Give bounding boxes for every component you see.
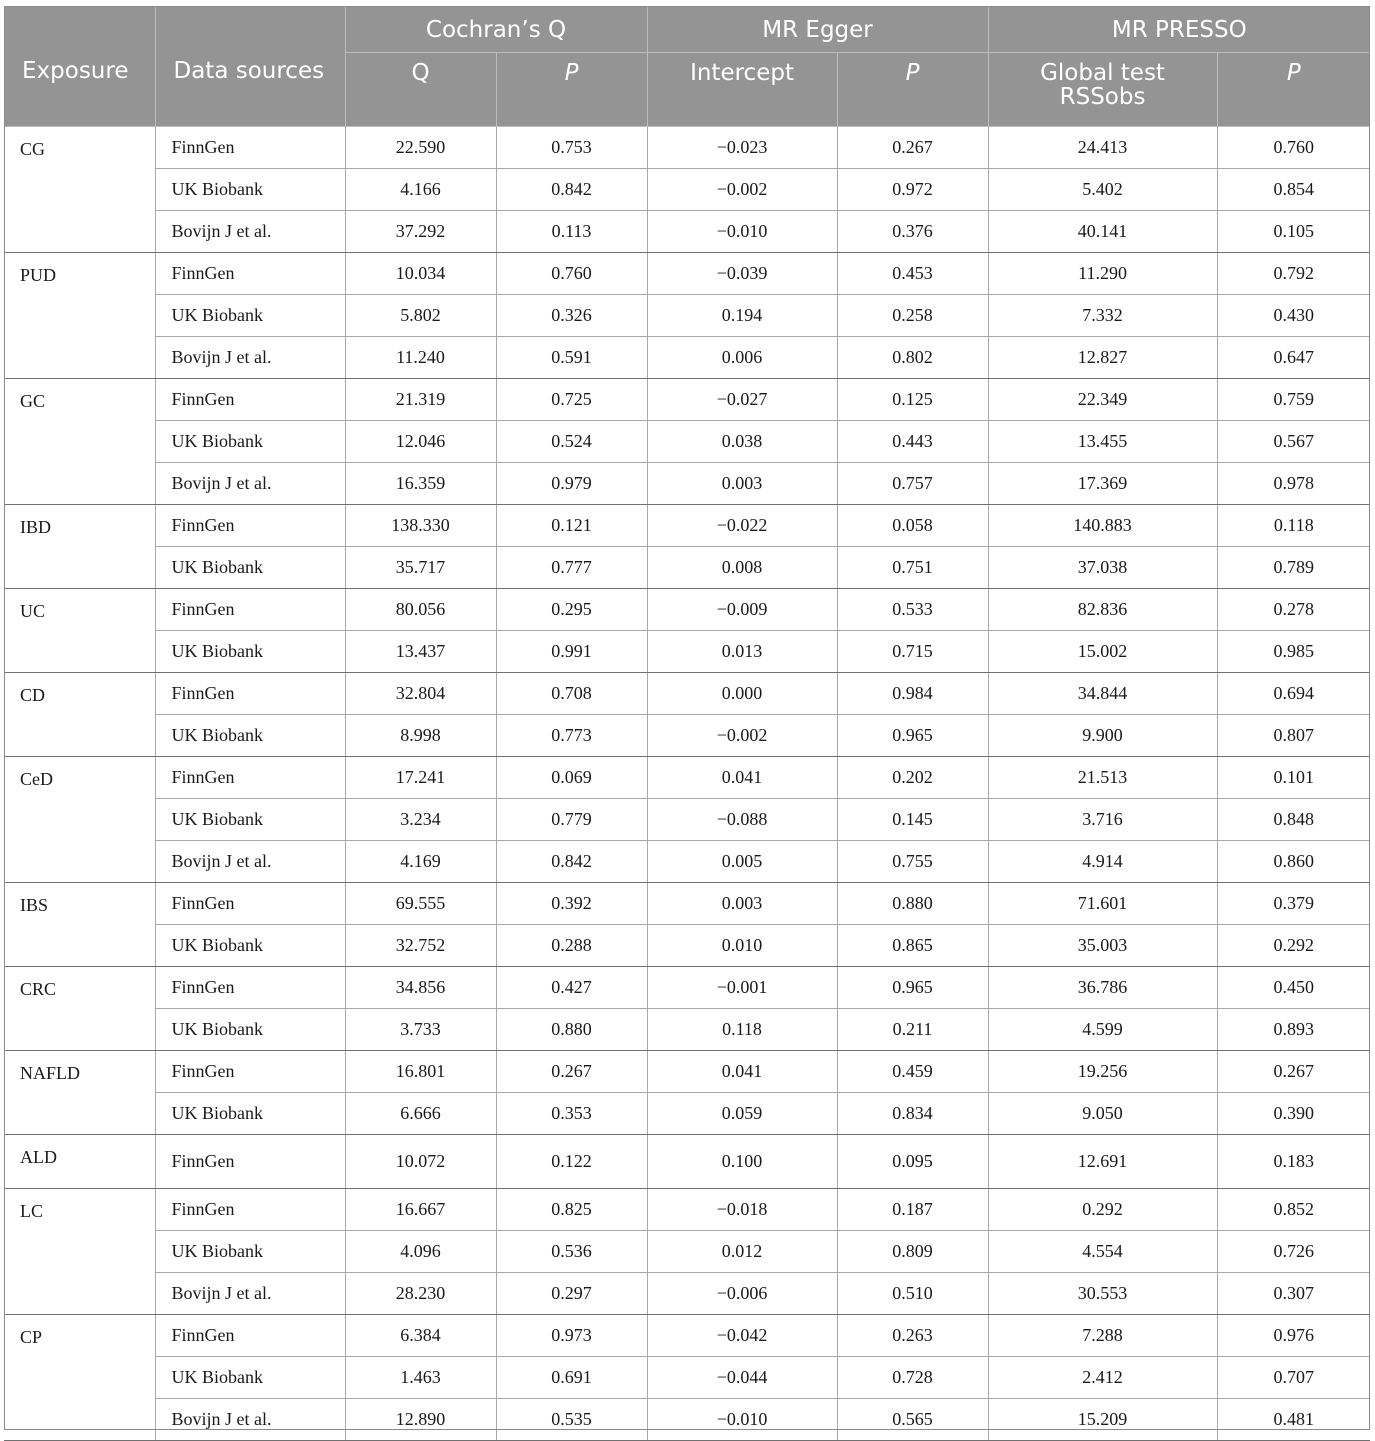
presso-rssobs-cell: 7.288 <box>988 1315 1217 1357</box>
cochran-q-cell: 80.056 <box>345 589 496 631</box>
table-row <box>4 463 1370 505</box>
cochran-p-cell: 0.779 <box>496 799 647 841</box>
table-row <box>4 589 1370 631</box>
cochran-q-cell: 10.072 <box>345 1135 496 1189</box>
presso-rssobs-cell: 9.900 <box>988 715 1217 757</box>
presso-rssobs-cell: 24.413 <box>988 127 1217 169</box>
egger-intercept-cell: 0.013 <box>647 631 837 673</box>
presso-p-cell: 0.792 <box>1217 253 1370 295</box>
presso-p-cell: 0.852 <box>1217 1189 1370 1231</box>
egger-intercept-cell: −0.010 <box>647 1399 837 1441</box>
egger-p-cell: 0.453 <box>837 253 988 295</box>
data-source-cell: Bovijn J et al. <box>155 1273 345 1315</box>
egger-p-cell: 0.258 <box>837 295 988 337</box>
data-source-cell: UK Biobank <box>155 1093 345 1135</box>
table-row <box>4 379 1370 421</box>
egger-p-cell: 0.145 <box>837 799 988 841</box>
presso-p-cell: 0.893 <box>1217 1009 1370 1051</box>
egger-intercept-cell: 0.038 <box>647 421 837 463</box>
cochran-q-cell: 10.034 <box>345 253 496 295</box>
egger-intercept-cell: 0.003 <box>647 463 837 505</box>
data-source-cell: Bovijn J et al. <box>155 841 345 883</box>
table-row <box>4 631 1370 673</box>
cochran-p-cell: 0.973 <box>496 1315 647 1357</box>
egger-intercept-cell: 0.010 <box>647 925 837 967</box>
data-source-cell: Bovijn J et al. <box>155 463 345 505</box>
presso-rssobs-cell: 4.554 <box>988 1231 1217 1273</box>
presso-p-cell: 0.101 <box>1217 757 1370 799</box>
cochran-q-cell: 4.096 <box>345 1231 496 1273</box>
egger-p-cell: 0.095 <box>837 1135 988 1189</box>
table-row <box>4 799 1370 841</box>
cochran-p-cell: 0.773 <box>496 715 647 757</box>
cochran-q-cell: 34.856 <box>345 967 496 1009</box>
cochran-p-cell: 0.295 <box>496 589 647 631</box>
presso-rssobs-cell: 22.349 <box>988 379 1217 421</box>
data-source-cell: Bovijn J et al. <box>155 211 345 253</box>
presso-p-cell: 0.707 <box>1217 1357 1370 1399</box>
cochran-q-cell: 6.384 <box>345 1315 496 1357</box>
presso-p-cell: 0.183 <box>1217 1135 1370 1189</box>
cochran-q-cell: 12.046 <box>345 421 496 463</box>
data-source-cell: UK Biobank <box>155 421 345 463</box>
presso-rssobs-cell: 17.369 <box>988 463 1217 505</box>
egger-intercept-cell: 0.194 <box>647 295 837 337</box>
table-row <box>4 967 1370 1009</box>
presso-p-cell: 0.848 <box>1217 799 1370 841</box>
cochran-q-cell: 16.359 <box>345 463 496 505</box>
cochran-p-cell: 0.979 <box>496 463 647 505</box>
egger-p-cell: 0.202 <box>837 757 988 799</box>
table-row <box>4 253 1370 295</box>
exposure-cell: LC <box>4 1189 155 1315</box>
data-source-cell: FinnGen <box>155 379 345 421</box>
data-source-cell: UK Biobank <box>155 547 345 589</box>
egger-intercept-cell: −0.039 <box>647 253 837 295</box>
cochran-q-cell: 3.733 <box>345 1009 496 1051</box>
presso-rssobs-cell: 34.844 <box>988 673 1217 715</box>
cochran-p-cell: 0.535 <box>496 1399 647 1441</box>
presso-p-cell: 0.292 <box>1217 925 1370 967</box>
presso-p-cell: 0.860 <box>1217 841 1370 883</box>
presso-rssobs-cell: 35.003 <box>988 925 1217 967</box>
presso-p-cell: 0.118 <box>1217 505 1370 547</box>
egger-p-cell: 0.865 <box>837 925 988 967</box>
exposure-cell: ALD <box>4 1135 155 1189</box>
cochran-q-cell: 6.666 <box>345 1093 496 1135</box>
egger-intercept-cell: 0.000 <box>647 673 837 715</box>
cochran-p-cell: 0.267 <box>496 1051 647 1093</box>
egger-p-cell: 0.809 <box>837 1231 988 1273</box>
egger-p-cell: 0.267 <box>837 127 988 169</box>
presso-p-cell: 0.307 <box>1217 1273 1370 1315</box>
presso-p-cell: 0.430 <box>1217 295 1370 337</box>
cochran-p-cell: 0.777 <box>496 547 647 589</box>
presso-p-cell: 0.481 <box>1217 1399 1370 1441</box>
data-source-cell: UK Biobank <box>155 715 345 757</box>
cochran-q-cell: 5.802 <box>345 295 496 337</box>
cochran-q-cell: 37.292 <box>345 211 496 253</box>
cochran-p-cell: 0.760 <box>496 253 647 295</box>
cochran-q-cell: 16.801 <box>345 1051 496 1093</box>
egger-intercept-cell: −0.018 <box>647 1189 837 1231</box>
cochran-q-cell: 4.166 <box>345 169 496 211</box>
exposure-cell: CD <box>4 673 155 757</box>
table-row <box>4 127 1370 169</box>
presso-p-cell: 0.379 <box>1217 883 1370 925</box>
presso-rssobs-cell: 4.914 <box>988 841 1217 883</box>
header-data-sources: Data sources <box>155 6 345 127</box>
egger-intercept-cell: 0.100 <box>647 1135 837 1189</box>
cochran-p-cell: 0.842 <box>496 169 647 211</box>
cochran-p-cell: 0.326 <box>496 295 647 337</box>
data-source-cell: Bovijn J et al. <box>155 337 345 379</box>
table-row <box>4 1009 1370 1051</box>
table-row <box>4 841 1370 883</box>
cochran-q-cell: 21.319 <box>345 379 496 421</box>
presso-rssobs-cell: 12.827 <box>988 337 1217 379</box>
header-mr-presso: MR PRESSO <box>988 6 1370 53</box>
cochran-p-cell: 0.591 <box>496 337 647 379</box>
table-row <box>4 757 1370 799</box>
presso-p-cell: 0.278 <box>1217 589 1370 631</box>
egger-p-cell: 0.802 <box>837 337 988 379</box>
cochran-q-cell: 3.234 <box>345 799 496 841</box>
data-source-cell: FinnGen <box>155 1135 345 1189</box>
data-source-cell: UK Biobank <box>155 169 345 211</box>
presso-rssobs-cell: 140.883 <box>988 505 1217 547</box>
header-q-p: P <box>496 53 647 127</box>
cochran-q-cell: 69.555 <box>345 883 496 925</box>
table-row <box>4 1051 1370 1093</box>
presso-rssobs-cell: 71.601 <box>988 883 1217 925</box>
data-source-cell: FinnGen <box>155 1315 345 1357</box>
cochran-p-cell: 0.297 <box>496 1273 647 1315</box>
table-row <box>4 1093 1370 1135</box>
presso-rssobs-cell: 0.292 <box>988 1189 1217 1231</box>
presso-rssobs-cell: 12.691 <box>988 1135 1217 1189</box>
cochran-q-cell: 32.804 <box>345 673 496 715</box>
cochran-p-cell: 0.725 <box>496 379 647 421</box>
table-row <box>4 1189 1370 1231</box>
presso-p-cell: 0.978 <box>1217 463 1370 505</box>
egger-p-cell: 0.880 <box>837 883 988 925</box>
presso-rssobs-cell: 36.786 <box>988 967 1217 1009</box>
presso-p-cell: 0.807 <box>1217 715 1370 757</box>
table-row <box>4 505 1370 547</box>
egger-intercept-cell: −0.023 <box>647 127 837 169</box>
cochran-q-cell: 32.752 <box>345 925 496 967</box>
data-source-cell: UK Biobank <box>155 799 345 841</box>
cochran-q-cell: 28.230 <box>345 1273 496 1315</box>
data-source-cell: FinnGen <box>155 883 345 925</box>
presso-p-cell: 0.450 <box>1217 967 1370 1009</box>
presso-p-cell: 0.759 <box>1217 379 1370 421</box>
data-source-cell: FinnGen <box>155 589 345 631</box>
presso-p-cell: 0.976 <box>1217 1315 1370 1357</box>
egger-intercept-cell: 0.003 <box>647 883 837 925</box>
exposure-cell: CRC <box>4 967 155 1051</box>
cochran-q-cell: 11.240 <box>345 337 496 379</box>
egger-intercept-cell: 0.041 <box>647 757 837 799</box>
cochran-p-cell: 0.427 <box>496 967 647 1009</box>
egger-intercept-cell: −0.009 <box>647 589 837 631</box>
table-row <box>4 715 1370 757</box>
cochran-p-cell: 0.122 <box>496 1135 647 1189</box>
cochran-p-cell: 0.121 <box>496 505 647 547</box>
exposure-cell: PUD <box>4 253 155 379</box>
egger-p-cell: 0.459 <box>837 1051 988 1093</box>
egger-intercept-cell: 0.059 <box>647 1093 837 1135</box>
egger-p-cell: 0.972 <box>837 169 988 211</box>
table-row <box>4 337 1370 379</box>
egger-intercept-cell: −0.042 <box>647 1315 837 1357</box>
presso-rssobs-cell: 15.002 <box>988 631 1217 673</box>
table-row <box>4 169 1370 211</box>
cochran-q-cell: 13.437 <box>345 631 496 673</box>
egger-p-cell: 0.755 <box>837 841 988 883</box>
egger-p-cell: 0.510 <box>837 1273 988 1315</box>
egger-p-cell: 0.263 <box>837 1315 988 1357</box>
egger-intercept-cell: 0.008 <box>647 547 837 589</box>
cochran-p-cell: 0.991 <box>496 631 647 673</box>
header-global-test-rssobs: Global test RSSobs <box>988 53 1217 127</box>
cochran-q-cell: 12.890 <box>345 1399 496 1441</box>
presso-rssobs-cell: 3.716 <box>988 799 1217 841</box>
table-row <box>4 673 1370 715</box>
data-source-cell: UK Biobank <box>155 925 345 967</box>
presso-p-cell: 0.647 <box>1217 337 1370 379</box>
cochran-q-cell: 138.330 <box>345 505 496 547</box>
cochran-p-cell: 0.113 <box>496 211 647 253</box>
presso-rssobs-cell: 9.050 <box>988 1093 1217 1135</box>
cochran-q-cell: 4.169 <box>345 841 496 883</box>
egger-p-cell: 0.443 <box>837 421 988 463</box>
presso-p-cell: 0.760 <box>1217 127 1370 169</box>
table-row <box>4 211 1370 253</box>
cochran-q-cell: 1.463 <box>345 1357 496 1399</box>
exposure-cell: CP <box>4 1315 155 1441</box>
presso-rssobs-cell: 40.141 <box>988 211 1217 253</box>
egger-p-cell: 0.715 <box>837 631 988 673</box>
egger-p-cell: 0.757 <box>837 463 988 505</box>
cochran-p-cell: 0.392 <box>496 883 647 925</box>
egger-intercept-cell: −0.001 <box>647 967 837 1009</box>
cochran-q-cell: 22.590 <box>345 127 496 169</box>
data-source-cell: FinnGen <box>155 253 345 295</box>
presso-rssobs-cell: 82.836 <box>988 589 1217 631</box>
egger-intercept-cell: 0.041 <box>647 1051 837 1093</box>
data-source-cell: UK Biobank <box>155 631 345 673</box>
egger-intercept-cell: 0.006 <box>647 337 837 379</box>
cochran-p-cell: 0.753 <box>496 127 647 169</box>
data-source-cell: FinnGen <box>155 1051 345 1093</box>
table-body <box>4 127 1370 1441</box>
egger-p-cell: 0.211 <box>837 1009 988 1051</box>
exposure-cell: IBD <box>4 505 155 589</box>
presso-p-cell: 0.390 <box>1217 1093 1370 1135</box>
data-source-cell: Bovijn J et al. <box>155 1399 345 1441</box>
cochran-p-cell: 0.691 <box>496 1357 647 1399</box>
table-row <box>4 295 1370 337</box>
cochran-q-cell: 8.998 <box>345 715 496 757</box>
data-source-cell: FinnGen <box>155 757 345 799</box>
cochran-p-cell: 0.288 <box>496 925 647 967</box>
exposure-cell: UC <box>4 589 155 673</box>
header-mr-egger: MR Egger <box>647 6 988 53</box>
presso-p-cell: 0.105 <box>1217 211 1370 253</box>
table-row <box>4 421 1370 463</box>
cochran-p-cell: 0.708 <box>496 673 647 715</box>
header-q: Q <box>345 53 496 127</box>
exposure-cell: CG <box>4 127 155 253</box>
data-source-cell: FinnGen <box>155 127 345 169</box>
egger-p-cell: 0.751 <box>837 547 988 589</box>
egger-intercept-cell: 0.012 <box>647 1231 837 1273</box>
cochran-p-cell: 0.825 <box>496 1189 647 1231</box>
egger-intercept-cell: −0.044 <box>647 1357 837 1399</box>
header-presso-p: P <box>1217 53 1370 127</box>
egger-p-cell: 0.834 <box>837 1093 988 1135</box>
table-row <box>4 1315 1370 1357</box>
table-row <box>4 1273 1370 1315</box>
presso-rssobs-cell: 4.599 <box>988 1009 1217 1051</box>
egger-p-cell: 0.965 <box>837 967 988 1009</box>
data-source-cell: FinnGen <box>155 967 345 1009</box>
cochran-q-cell: 35.717 <box>345 547 496 589</box>
exposure-cell: GC <box>4 379 155 505</box>
data-source-cell: FinnGen <box>155 505 345 547</box>
presso-rssobs-cell: 11.290 <box>988 253 1217 295</box>
egger-p-cell: 0.533 <box>837 589 988 631</box>
data-source-cell: FinnGen <box>155 673 345 715</box>
presso-rssobs-cell: 15.209 <box>988 1399 1217 1441</box>
egger-p-cell: 0.965 <box>837 715 988 757</box>
presso-rssobs-cell: 2.412 <box>988 1357 1217 1399</box>
cochran-q-cell: 16.667 <box>345 1189 496 1231</box>
egger-intercept-cell: −0.010 <box>647 211 837 253</box>
presso-p-cell: 0.854 <box>1217 169 1370 211</box>
data-source-cell: UK Biobank <box>155 295 345 337</box>
cochran-q-cell: 17.241 <box>345 757 496 799</box>
data-source-cell: UK Biobank <box>155 1231 345 1273</box>
cochran-p-cell: 0.880 <box>496 1009 647 1051</box>
presso-p-cell: 0.789 <box>1217 547 1370 589</box>
egger-intercept-cell: −0.006 <box>647 1273 837 1315</box>
header-exposure: Exposure <box>4 6 155 127</box>
egger-intercept-cell: −0.027 <box>647 379 837 421</box>
data-source-cell: UK Biobank <box>155 1009 345 1051</box>
presso-p-cell: 0.267 <box>1217 1051 1370 1093</box>
egger-p-cell: 0.376 <box>837 211 988 253</box>
table-row <box>4 925 1370 967</box>
presso-rssobs-cell: 13.455 <box>988 421 1217 463</box>
egger-intercept-cell: 0.005 <box>647 841 837 883</box>
exposure-cell: IBS <box>4 883 155 967</box>
egger-p-cell: 0.058 <box>837 505 988 547</box>
presso-p-cell: 0.694 <box>1217 673 1370 715</box>
header-intercept: Intercept <box>647 53 837 127</box>
header-cochrans-q: Cochran’s Q <box>345 6 647 53</box>
egger-intercept-cell: −0.002 <box>647 715 837 757</box>
table-row <box>4 1231 1370 1273</box>
egger-p-cell: 0.565 <box>837 1399 988 1441</box>
egger-intercept-cell: −0.002 <box>647 169 837 211</box>
table-row <box>4 1357 1370 1399</box>
cochran-p-cell: 0.069 <box>496 757 647 799</box>
results-table <box>4 6 1370 1441</box>
exposure-cell: CeD <box>4 757 155 883</box>
cochran-p-cell: 0.524 <box>496 421 647 463</box>
data-source-cell: UK Biobank <box>155 1357 345 1399</box>
table-header <box>4 6 1370 127</box>
egger-p-cell: 0.187 <box>837 1189 988 1231</box>
header-egger-p: P <box>837 53 988 127</box>
egger-intercept-cell: 0.118 <box>647 1009 837 1051</box>
cochran-p-cell: 0.842 <box>496 841 647 883</box>
presso-rssobs-cell: 19.256 <box>988 1051 1217 1093</box>
table-row <box>4 547 1370 589</box>
presso-p-cell: 0.985 <box>1217 631 1370 673</box>
egger-p-cell: 0.728 <box>837 1357 988 1399</box>
presso-rssobs-cell: 30.553 <box>988 1273 1217 1315</box>
cochran-p-cell: 0.353 <box>496 1093 647 1135</box>
presso-p-cell: 0.726 <box>1217 1231 1370 1273</box>
egger-p-cell: 0.125 <box>837 379 988 421</box>
data-source-cell: FinnGen <box>155 1189 345 1231</box>
presso-rssobs-cell: 37.038 <box>988 547 1217 589</box>
table-row <box>4 883 1370 925</box>
cochran-p-cell: 0.536 <box>496 1231 647 1273</box>
presso-p-cell: 0.567 <box>1217 421 1370 463</box>
table-row <box>4 1399 1370 1441</box>
table-row <box>4 1135 1370 1189</box>
exposure-cell: NAFLD <box>4 1051 155 1135</box>
egger-p-cell: 0.984 <box>837 673 988 715</box>
presso-rssobs-cell: 21.513 <box>988 757 1217 799</box>
egger-intercept-cell: −0.022 <box>647 505 837 547</box>
egger-intercept-cell: −0.088 <box>647 799 837 841</box>
presso-rssobs-cell: 5.402 <box>988 169 1217 211</box>
presso-rssobs-cell: 7.332 <box>988 295 1217 337</box>
